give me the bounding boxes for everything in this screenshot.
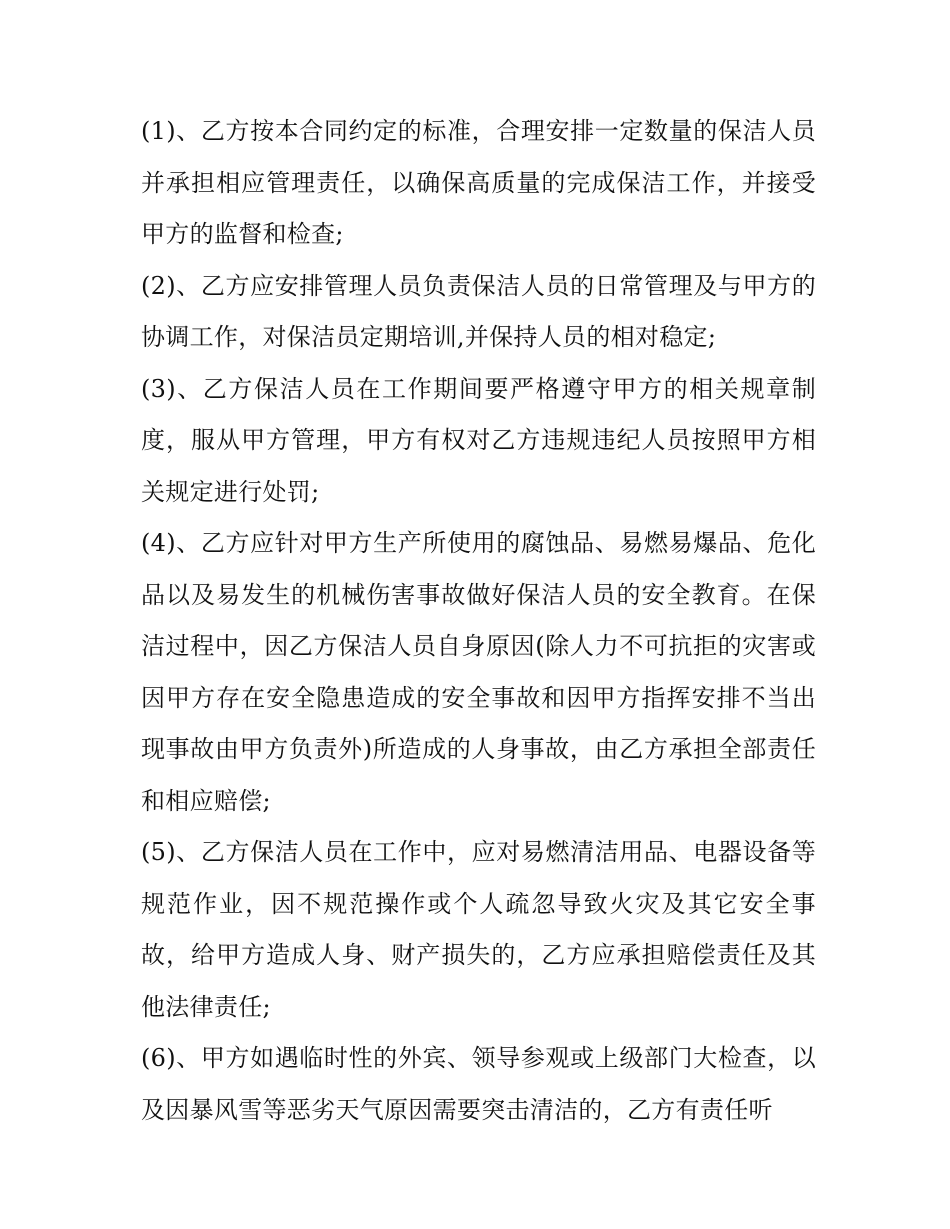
clause-1: (1)、乙方按本合同约定的标准，合理安排一定数量的保洁人员并承担相应管理责任，以确保高质量的完成保洁工作，并接受甲方的监督和检查; [141,117,816,248]
clause-2: (2)、乙方应安排管理人员负责保洁人员的日常管理及与甲方的协调工作，对保洁员定期培训,并保持人员的相对稳定; [141,271,816,351]
clause-6: (6)、甲方如遇临时性的外宾、领导参观或上级部门大检查，以及因暴风雪等恶劣天气原因需要突击清洁的，乙方有责任听 [141,1044,816,1124]
clause-5: (5)、乙方保洁人员在工作中，应对易燃清洁用品、电器设备等规范作业，因不规范操作或个人疏忽导致火灾及其它安全事故，给甲方造成人身、财产损失的，乙方应承担赔偿责任及其他法律责任; [141,838,816,1021]
clause-3: (3)、乙方保洁人员在工作期间要严格遵守甲方的相关规章制度，服从甲方管理，甲方有权对乙方违规违纪人员按照甲方相关规定进行处罚; [141,374,816,506]
clause-4: (4)、乙方应针对甲方生产所使用的腐蚀品、易燃易爆品、危化品以及易发生的机械伤害事故做好保洁人员的安全教育。在保洁过程中，因乙方保洁人员自身原因(除人力不可抗拒的灾害或因甲方存在安全隐患造成的安全事故和因甲方指挥安排不当出现事故由甲方负责外)所造成的人身事故，由乙方承担全部责任和相应赔偿; [141,529,816,815]
contract-clauses [141,106,816,1136]
